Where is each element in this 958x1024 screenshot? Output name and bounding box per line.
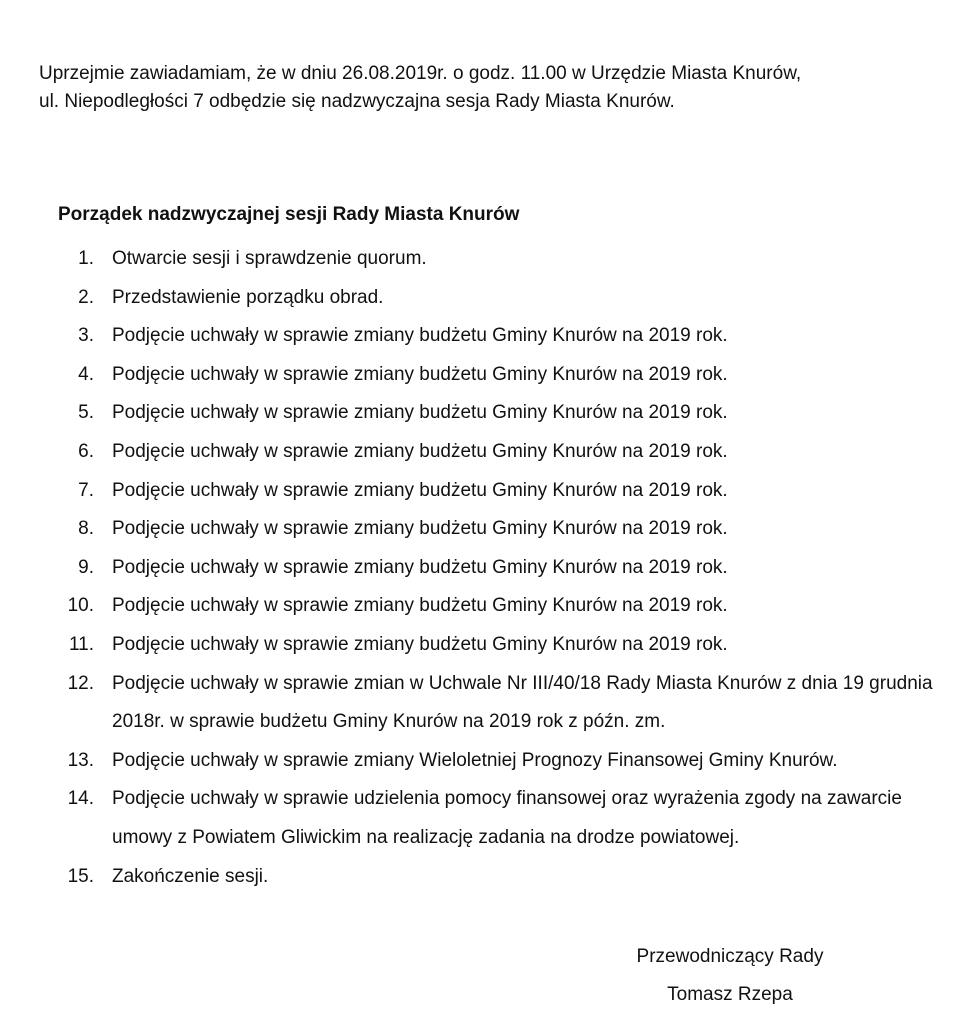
agenda-item-number: 2. [78, 286, 94, 308]
agenda-item-text: Zakończenie sesji. [112, 865, 269, 887]
agenda-item-text: Podjęcie uchwały w sprawie zmiany budżetu Gminy Knurów na 2019 rok. [112, 479, 728, 501]
agenda-item-text: Podjęcie uchwały w sprawie zmiany Wieloletniej Prognozy Finansowej Gminy Knurów. [112, 749, 838, 771]
agenda-item-number: 6. [78, 440, 94, 462]
agenda-item-14 [58, 780, 958, 857]
signature-block [600, 938, 860, 1014]
intro-line-2: ul. Niepodległości 7 odbędzie się nadzwyczajna sesja Rady Miasta Knurów. [39, 91, 675, 112]
agenda-item-text: Podjęcie uchwały w sprawie zmiany budżetu Gminy Knurów na 2019 rok. [112, 595, 728, 617]
agenda-item-9 [58, 549, 958, 588]
agenda-item-13 [58, 742, 958, 781]
agenda-list [58, 240, 958, 896]
agenda-item-5 [58, 394, 958, 433]
agenda-item-10 [58, 587, 958, 626]
agenda-item-2 [58, 279, 958, 318]
agenda-item-number: 14. [67, 788, 94, 810]
agenda-item-text: Podjęcie uchwały w sprawie zmiany budżetu Gminy Knurów na 2019 rok. [112, 440, 728, 462]
agenda-item-number: 3. [78, 325, 94, 347]
agenda-item-7 [58, 472, 958, 511]
agenda-item-text: Podjęcie uchwały w sprawie zmiany budżetu Gminy Knurów na 2019 rok. [112, 556, 728, 578]
agenda-item-text: Podjęcie uchwały w sprawie zmiany budżetu Gminy Knurów na 2019 rok. [112, 402, 728, 424]
intro-paragraph [39, 60, 958, 116]
agenda-item-number: 13. [67, 749, 94, 771]
agenda-item-text: Podjęcie uchwały w sprawie udzielenia pomocy finansowej oraz wyrażenia zgody na zawarcie umowy z Powiatem Gliwickim na realizację zadania na drodze powiatowej. [112, 788, 902, 848]
intro-line-1: Uprzejmie zawiadamiam, że w dniu 26.08.2019r. o godz. 11.00 w Urzędzie Miasta Knurów, [39, 63, 802, 84]
agenda-item-12 [58, 665, 958, 742]
agenda-item-text: Podjęcie uchwały w sprawie zmiany budżetu Gminy Knurów na 2019 rok. [112, 363, 728, 385]
agenda-item-number: 10. [67, 595, 94, 617]
agenda-item-number: 11. [68, 633, 94, 655]
agenda-item-number: 1. [78, 248, 94, 269]
agenda-item-text: Otwarcie sesji i sprawdzenie quorum. [112, 248, 427, 269]
agenda-item-15 [58, 858, 958, 897]
agenda-item-text: Podjęcie uchwały w sprawie zmiany budżetu Gminy Knurów na 2019 rok. [112, 633, 728, 655]
agenda-item-number: 9. [78, 556, 94, 578]
agenda-item-number: 8. [78, 518, 94, 540]
agenda-item-number: 7. [78, 479, 94, 501]
agenda-item-11 [58, 626, 958, 665]
agenda-item-6 [58, 433, 958, 472]
agenda-item-number: 15. [67, 865, 94, 887]
signature-name: Tomasz Rzepa [667, 984, 793, 1005]
agenda-item-text: Przedstawienie porządku obrad. [112, 286, 384, 308]
agenda-item-number: 5. [78, 402, 94, 424]
agenda-item-text: Podjęcie uchwały w sprawie zmian w Uchwale Nr III/40/18 Rady Miasta Knurów z dnia 19 grudnia 2018r. w sprawie budżetu Gminy Knurów na 2019 rok z późn. zm. [112, 672, 933, 733]
agenda-item-8 [58, 510, 958, 549]
agenda-item-4 [58, 356, 958, 395]
agenda-item-text: Podjęcie uchwały w sprawie zmiany budżetu Gminy Knurów na 2019 rok. [112, 518, 728, 540]
agenda-title: Porządek nadzwyczajnej sesji Rady Miasta Knurów [58, 204, 520, 225]
agenda-item-number: 4. [78, 363, 94, 385]
agenda-item-1 [58, 240, 958, 279]
agenda-item-3 [58, 317, 958, 356]
signature-role: Przewodniczący Rady [636, 946, 824, 967]
agenda-item-number: 12. [67, 672, 94, 694]
agenda-item-text: Podjęcie uchwały w sprawie zmiany budżetu Gminy Knurów na 2019 rok. [112, 325, 728, 347]
